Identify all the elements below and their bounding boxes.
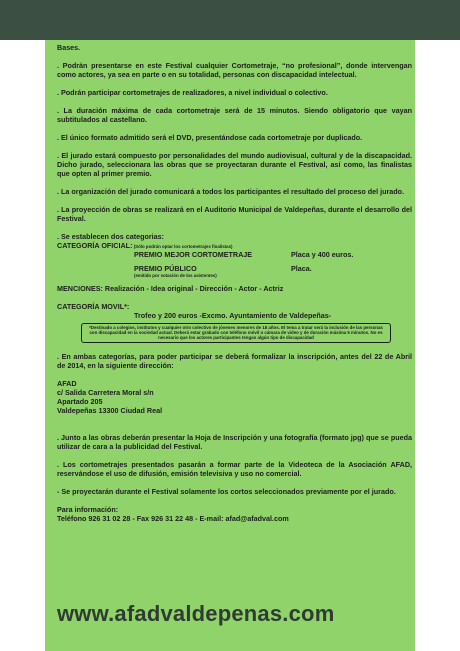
category-official-note: (Sólo podrán optar los cortometrajes finalistas) [132,244,233,249]
website-url: www.afadvaldepenas.com [57,601,335,626]
rule-paragraph: - Se proyectarán durante el Festival solamente los cortos seleccionados previamente por el jurado. [57,486,396,496]
rule-paragraph: . La proyección de obras se realizará en el Auditorio Municipal de Valdepeñas, durante el desarrollo del Festival. [57,205,412,223]
contact-title: Para información: [57,504,119,514]
prize-best-short-value: Placa y 400 euros. [291,250,354,259]
rule-paragraph: . Junto a las obras deberán presentar la Hoja de Inscripción y una fotografía (formato jpg) que se pueda utilizar de cara a la publicidad del Festival. [57,432,412,451]
movil-note-box: *Destinado a colegios, institutos y cualquier otro colectivo de jóvenes menores de 18 años. El tema a tratar será la inclusión de las personas con discapacidad en la sociedad actual. Deberá estar grabado con teléfono móvil o cámara de video y de duración máxima 5 minutos. No es necesario que los actores participantes tengan algún tipo de discapacidad [81,323,391,343]
menciones: MENCIONES: Realización - Idea original - Dirección - Actor - Actriz [57,284,284,293]
categories-intro: . Se establecen dos categorias: [57,232,165,241]
category-movil-label: CATEGORÍA MOVIL*: [57,302,130,311]
prize-best-short: PREMIO MEJOR CORTOMETRAJE [134,250,253,259]
address-line: AFAD [57,378,77,388]
address-line: c/ Salida Carretera Moral s/n [57,387,154,397]
prize-public-note: (emitido por votación de los asistentes) [134,273,217,278]
category-official [57,241,412,250]
prize-row [57,264,412,273]
prize-public: PREMIO PÚBLICO [134,264,197,273]
rule-paragraph: . Los cortometrajes presentados pasarán a formar parte de la Videoteca de la Asociación AFAD, reservándose el uso de difusión, emisión televisiva y uso no comercial. [57,459,412,478]
rule-paragraph: . En ambas categorías, para poder participar se deberá formalizar la inscripción, antes del 22 de Abril de 2014, en la siguiente dirección: [57,351,412,370]
heading: Bases. [57,43,81,52]
top-bar [0,0,460,40]
rule-paragraph: . La organización del jurado comunicará a todos los participantes el resultado del proceso del jurado. [57,187,405,196]
contact-line: Teléfono 926 31 02 28 - Fax 926 31 22 48 - E-mail: afad@afadval.com [57,513,289,523]
address-line: Apartado 205 [57,396,103,406]
rule-paragraph: . El jurado estará compuesto por personalidades del mundo audiovisual, cultural y de la discapacidad. Dicho jurado, seleccionara las obras que se proyectaran durante el Festival, así como, las finalistas que opten al primer premio. [57,151,412,178]
address-line: Valdepeñas 13300 Ciudad Real [57,405,163,415]
rule-paragraph: . Podrán presentarse en este Festival cualquier Cortometraje, “no profesional”, donde intervengan como actores, ya sea en parte o en su totalidad, personas con discapacidad intelectual. [57,61,412,79]
prize-row [57,250,412,259]
prize-note-row [57,273,412,279]
prize-movil: Trofeo y 200 euros -Excmo. Ayuntamiento de Valdepeñas- [134,311,332,320]
category-official-label: CATEGORÍA OFICIAL: [57,241,133,250]
rules-text [57,43,412,523]
prize-public-value: Placa. [291,264,312,273]
rule-paragraph: . La duración máxima de cada cortometraje será de 15 minutos. Siendo obligatorio que vayan subtitulados al castellano. [57,106,412,124]
prize-row [57,311,412,320]
rule-paragraph: . El único formato admitido será el DVD, presentándose cada cortometraje por duplicado. [57,133,363,142]
rule-paragraph: . Podrán participar cortometrajes de realizadores, a nivel individual o colectivo. [57,88,328,97]
